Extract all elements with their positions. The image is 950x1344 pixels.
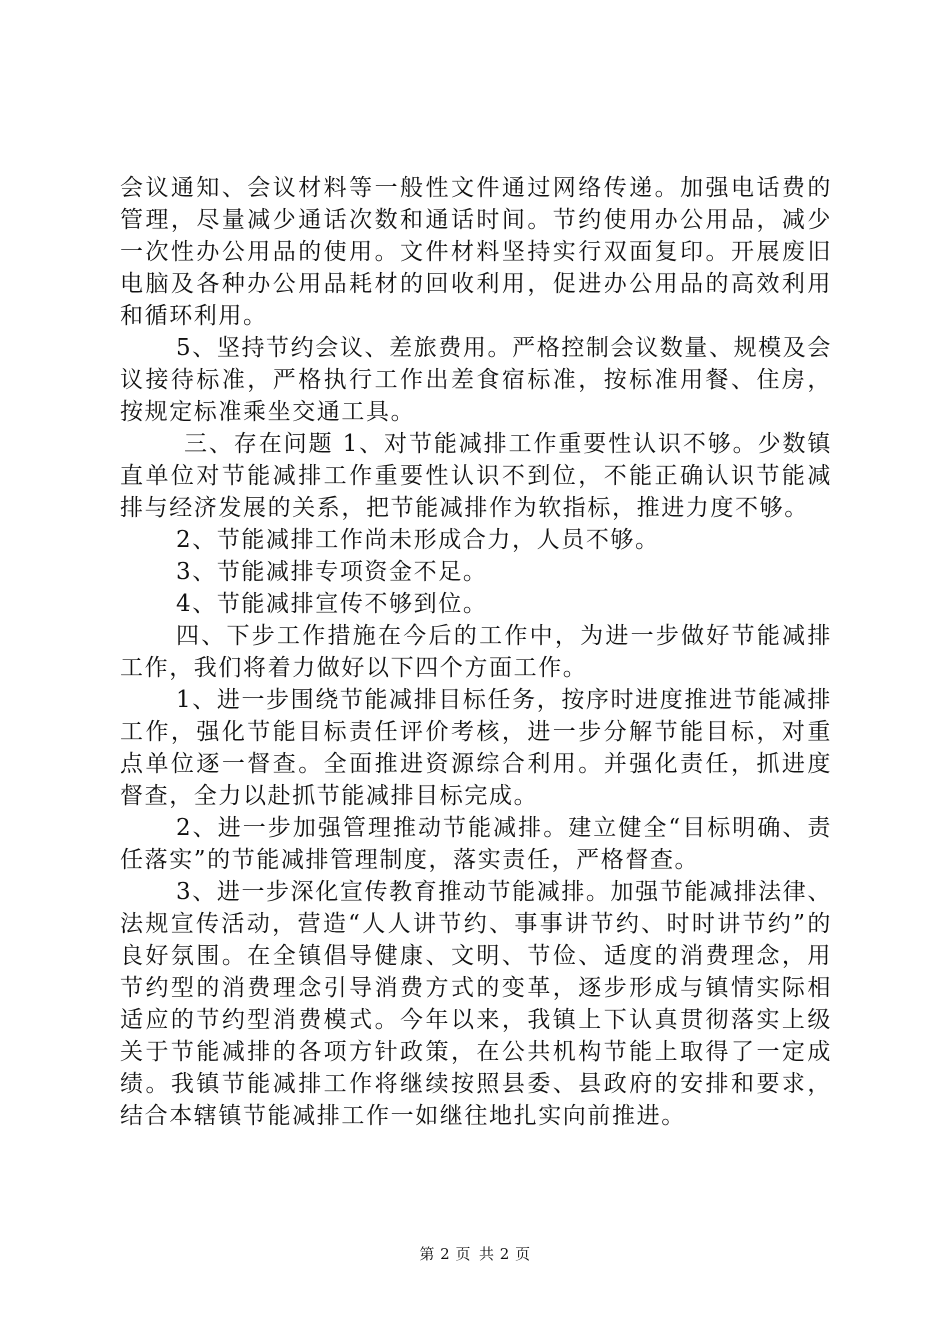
paragraph-problem-2: 2、节能减排工作尚未形成合力，人员不够。 [176, 527, 660, 553]
paragraph-problem-4: 4、节能减排宣传不够到位。 [176, 591, 488, 617]
paragraph-item-5: 5、坚持节约会议、差旅费用。严格控制会议数量、规模及会议接待标准，严格执行工作出差食宿标准，按标准用餐、住房，按规定标准乘坐交通工具。 [120, 335, 832, 425]
page-number: 第 2 页 [419, 1245, 471, 1263]
paragraph-section-3: 三、存在问题 1、对节能减排工作重要性认识不够。少数镇直单位对节能减排工作重要性认识不到位，不能正确认识节能减排与经济发展的关系，把节能减排作为软指标，推进力度不够。 [120, 431, 832, 521]
paragraph-problem-3: 3、节能减排专项资金不足。 [176, 559, 488, 585]
paragraph-measure-3: 3、进一步深化宣传教育推动节能减排。加强节能减排法律、法规宣传活动，营造“人人讲节约、事事讲节约、时时讲节约”的良好氛围。在全镇倡导健康、文明、节俭、适度的消费理念，用节约型的消费理念引导消费方式的变革，逐步形成与镇情实际相适应的节约型消费模式。今年以来，我镇上下认真贯彻落实上级关于节能减排的各项方针政策，在公共机构节能上取得了一定成绩。我镇节能减排工作将继续按照县委、县政府的安排和要求，结合本辖镇节能减排工作一如继往地扎实向前推进。 [120, 879, 832, 1129]
paragraph-section-4: 四、下步工作措施在今后的工作中，为进一步做好节能减排工作，我们将着力做好以下四个方面工作。 [120, 623, 832, 681]
paragraph-measure-2: 2、进一步加强管理推动节能减排。建立健全“目标明确、责任落实”的节能减排管理制度，落实责任，严格督查。 [120, 815, 832, 873]
page-footer [0, 1244, 950, 1264]
page-total: 共 2 页 [479, 1245, 531, 1263]
paragraph-measure-1: 1、进一步围绕节能减排目标任务，按序时进度推进节能减排工作，强化节能目标责任评价考核，进一步分解节能目标，对重点单位逐一督查。全面推进资源综合利用。并强化责任，抓进度督查，全力以赴抓节能减排目标完成。 [120, 687, 832, 809]
document-body [120, 172, 832, 1132]
paragraph-continuation: 会议通知、会议材料等一般性文件通过网络传递。加强电话费的管理，尽量减少通话次数和通话时间。节约使用办公用品，减少一次性办公用品的使用。文件材料坚持实行双面复印。开展废旧电脑及各种办公用品耗材的回收利用，促进办公用品的高效利用和循环利用。 [120, 175, 832, 329]
